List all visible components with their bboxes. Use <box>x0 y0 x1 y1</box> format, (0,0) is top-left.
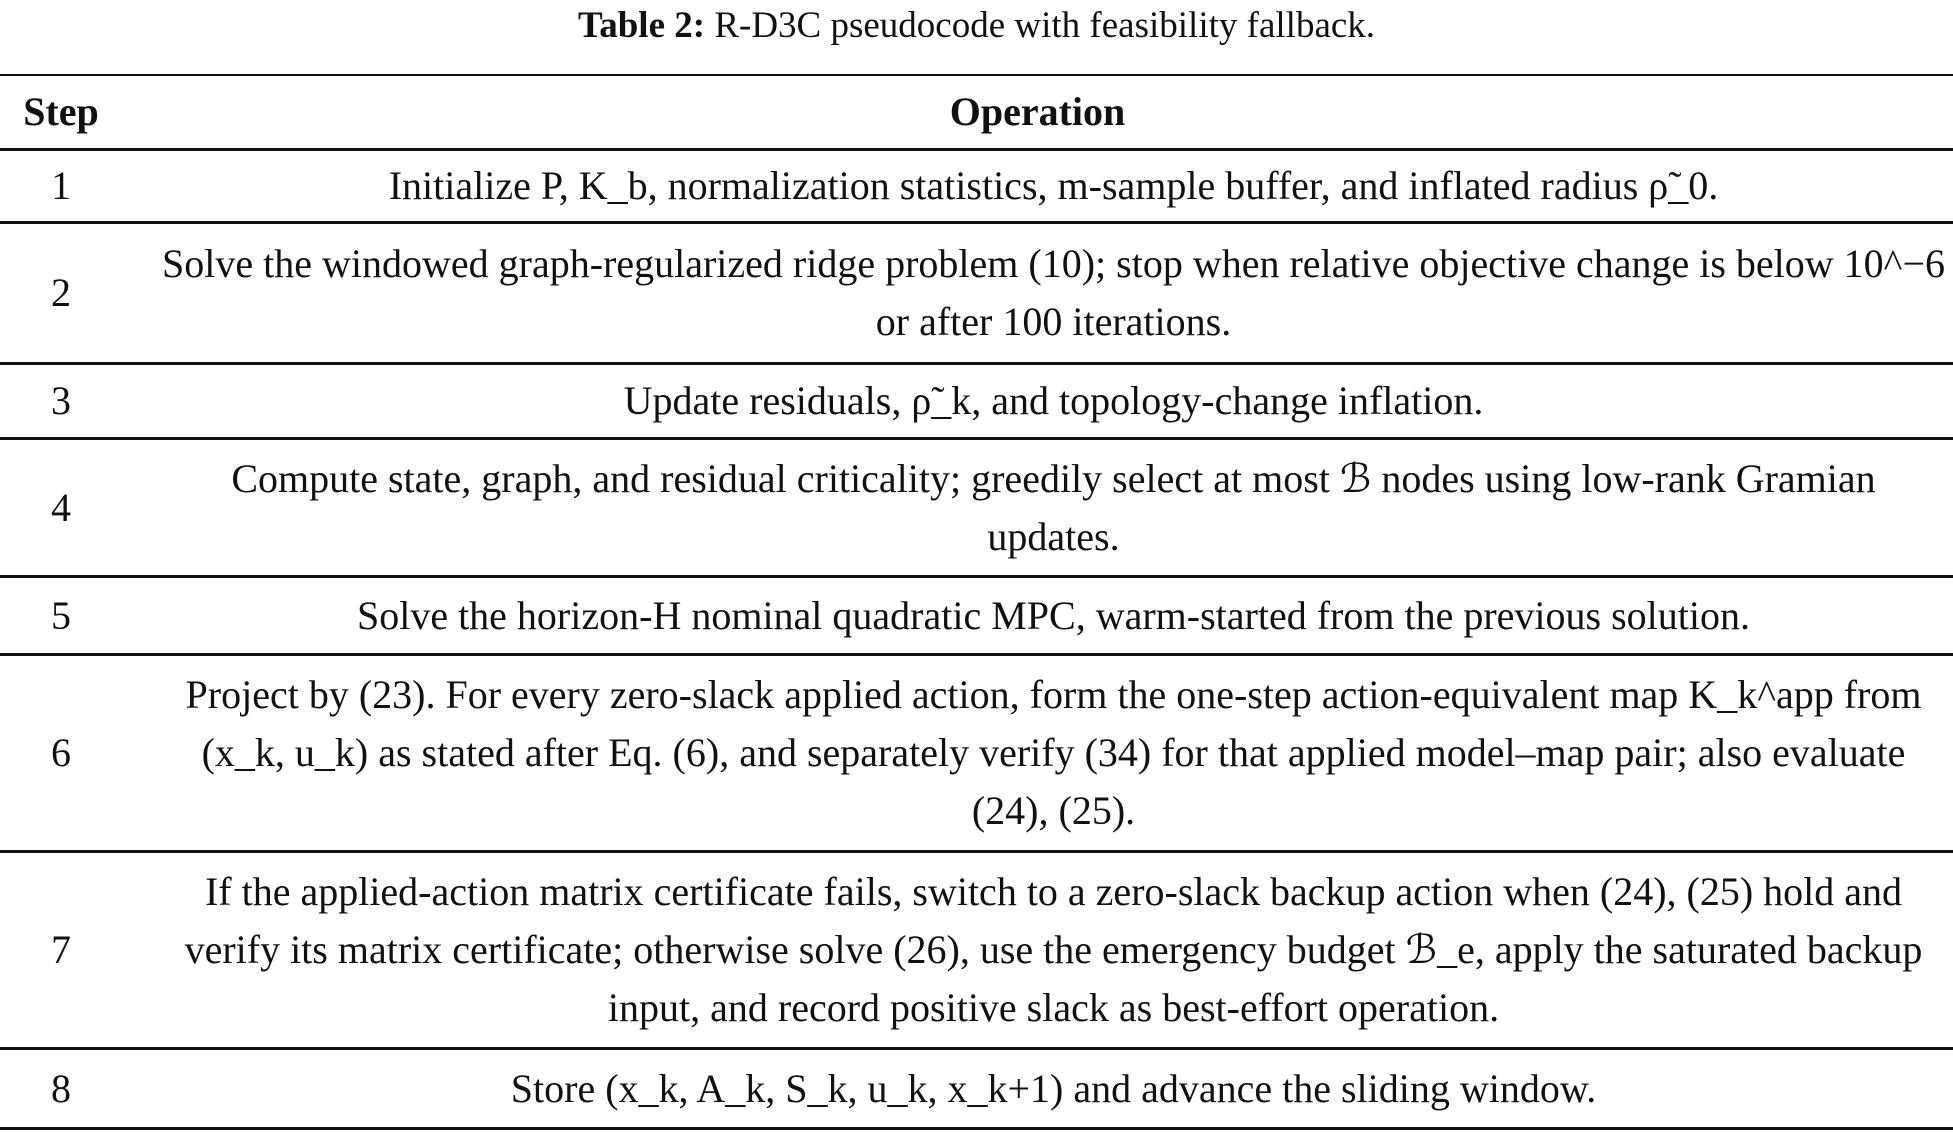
header-operation: Operation <box>122 75 1953 150</box>
table-row <box>0 364 1953 439</box>
step-cell <box>0 1049 122 1129</box>
table-row <box>0 577 1953 655</box>
operation-text: Compute state, graph, and residual criticality; greedily select at most ℬ nodes using low-rank Gramian updates. <box>231 455 1876 559</box>
step-cell <box>0 577 122 655</box>
operation-text: Project by (23). For every zero-slack applied action, form the one-step action-equivalent map K_k^app from (x_k, u_k) as stated after Eq. (6), and separately verify (34) for that applied model–map pair; also evaluate (24), (25). <box>185 672 1922 833</box>
table-row <box>0 852 1953 1049</box>
step-cell <box>0 223 122 364</box>
operation-text: Solve the windowed graph-regularized ridge problem (10); stop when relative objective change is below 10^−6 or after 100 iterations. <box>162 241 1946 344</box>
operation-text: Solve the horizon-H nominal quadratic MPC, warm-started from the previous solution. <box>356 592 1751 638</box>
table-header-row <box>0 75 1953 150</box>
operation-cell <box>122 577 1953 655</box>
operation-cell <box>122 223 1953 364</box>
operation-cell <box>122 364 1953 439</box>
table-row <box>0 223 1953 364</box>
operation-cell <box>122 655 1953 852</box>
table-row <box>0 1049 1953 1129</box>
table-row <box>0 439 1953 577</box>
step-number: 4 <box>51 484 71 530</box>
operation-text: Store (x_k, A_k, S_k, u_k, x_k+1) and advance the sliding window. <box>510 1065 1597 1111</box>
operation-cell <box>122 439 1953 577</box>
step-number: 1 <box>51 163 71 208</box>
caption-label: Table 2: <box>577 5 706 46</box>
operation-text: If the applied-action matrix certificate fails, switch to a zero-slack backup action when (24), (25) hold and verify its matrix certificate; otherwise solve (26), use the emergency budget ℬ_e, apply the saturated backup input, and record positive slack as best-effort operation. <box>184 869 1923 1030</box>
step-number: 3 <box>51 378 71 423</box>
step-number: 2 <box>51 270 71 315</box>
step-cell <box>0 364 122 439</box>
table-row <box>0 655 1953 852</box>
operation-text: Update residuals, ρ̃_k, and topology-change inflation. <box>623 378 1484 423</box>
step-cell <box>0 852 122 1049</box>
header-step: Step <box>0 75 122 150</box>
step-cell <box>0 150 122 223</box>
caption-text: R-D3C pseudocode with feasibility fallback. <box>714 5 1376 46</box>
step-cell <box>0 439 122 577</box>
step-cell <box>0 655 122 852</box>
step-number: 6 <box>51 730 71 775</box>
operation-cell <box>122 1049 1953 1129</box>
operation-text: Initialize P, K_b, normalization statistics, m-sample buffer, and inflated radius ρ̃_0. <box>388 163 1719 208</box>
operation-cell <box>122 852 1953 1049</box>
step-number: 8 <box>51 1065 71 1111</box>
pseudocode-table <box>0 74 1953 1130</box>
table-row <box>0 150 1953 223</box>
table-caption <box>0 4 1953 48</box>
step-number: 7 <box>51 927 71 972</box>
step-number: 5 <box>51 592 71 638</box>
operation-cell <box>122 150 1953 223</box>
